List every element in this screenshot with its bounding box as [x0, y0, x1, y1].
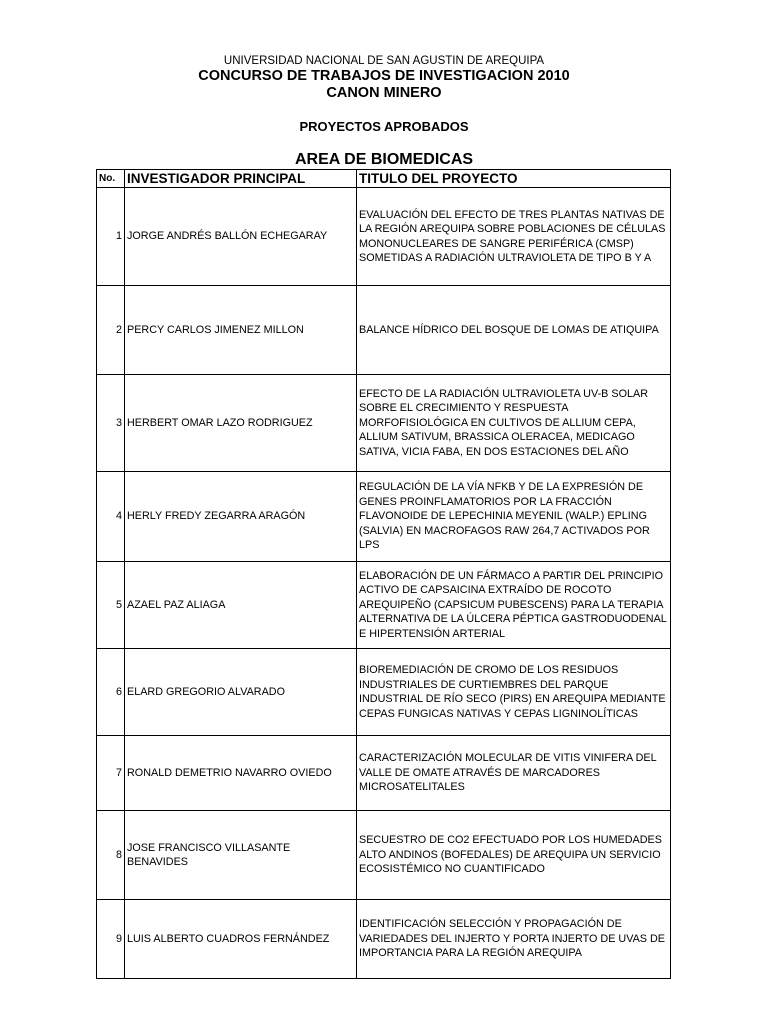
row-title: REGULACIÓN DE LA VÍA NFKB Y DE LA EXPRESIÓN DE GENES PROINFLAMATORIOS POR LA FRACCIÓN FLAVONOIDE DE LEPECHINIA MEYENIL (WALP.) EPLING (SALVIA) EN MACROFAGOS RAW 264,7 ACTIVADOS POR LPS: [357, 472, 671, 562]
row-title: CARACTERIZACIÓN MOLECULAR DE VITIS VINIFERA DEL VALLE DE OMATE ATRAVÉS DE MARCADORES MICROSATELITALES: [357, 736, 671, 811]
header-investigator: INVESTIGADOR PRINCIPAL: [125, 170, 357, 188]
row-title: ELABORACIÓN DE UN FÁRMACO A PARTIR DEL PRINCIPIO ACTIVO DE CAPSAICINA EXTRAÍDO DE ROCOTO AREQUIPEÑO (CAPSICUM PUBESCENS) PARA LA TERAPIA ALTERNATIVA DE LA ÚLCERA PÉPTICA GASTRODUODENAL E HIPERTENSIÓN ARTERIAL: [357, 562, 671, 649]
table-row: [97, 736, 671, 811]
row-investigator: ELARD GREGORIO ALVARADO: [125, 649, 357, 736]
row-number: 5: [97, 562, 125, 649]
table-row: [97, 188, 671, 286]
area-title: AREA DE BIOMEDICAS: [294, 151, 474, 168]
table-row: [97, 811, 671, 900]
row-number: 4: [97, 472, 125, 562]
row-number: 6: [97, 649, 125, 736]
row-number: 8: [97, 811, 125, 900]
table-row: [97, 649, 671, 736]
row-title: BALANCE HÍDRICO DEL BOSQUE DE LOMAS DE ATIQUIPA: [357, 286, 671, 375]
row-number: 3: [97, 375, 125, 472]
row-number: 2: [97, 286, 125, 375]
row-title: IDENTIFICACIÓN SELECCIÓN Y PROPAGACIÓN DE VARIEDADES DEL INJERTO Y PORTA INJERTO DE UVAS DE IMPORTANCIA PARA LA REGIÓN AREQUIPA: [357, 900, 671, 979]
contest-title: CONCURSO DE TRABAJOS DE INVESTIGACION 2010: [198, 68, 570, 84]
row-investigator: PERCY CARLOS JIMENEZ MILLON: [125, 286, 357, 375]
university-name: UNIVERSIDAD NACIONAL DE SAN AGUSTIN DE AREQUIPA: [223, 55, 545, 67]
projects-table: [96, 169, 671, 979]
row-investigator: LUIS ALBERTO CUADROS FERNÁNDEZ: [125, 900, 357, 979]
section-title: PROYECTOS APROBADOS: [299, 119, 469, 134]
table-row: [97, 562, 671, 649]
row-number: 9: [97, 900, 125, 979]
row-investigator: RONALD DEMETRIO NAVARRO OVIEDO: [125, 736, 357, 811]
row-investigator: AZAEL PAZ ALIAGA: [125, 562, 357, 649]
table-row: [97, 375, 671, 472]
table-row: [97, 472, 671, 562]
header-title: TITULO DEL PROYECTO: [357, 170, 671, 188]
row-title: BIOREMEDIACIÓN DE CROMO DE LOS RESIDUOS INDUSTRIALES DE CURTIEMBRES DEL PARQUE INDUSTRIAL DE RÍO SECO (PIRS) EN AREQUIPA MEDIANTE CEPAS FUNGICAS NATIVAS Y CEPAS LIGNINOLÍTICAS: [357, 649, 671, 736]
row-investigator: HERBERT OMAR LAZO RODRIGUEZ: [125, 375, 357, 472]
row-investigator: JORGE ANDRÉS BALLÓN ECHEGARAY: [125, 188, 357, 286]
row-number: 1: [97, 188, 125, 286]
row-investigator: JOSE FRANCISCO VILLASANTE BENAVIDES: [125, 811, 357, 900]
header-no: No.: [97, 170, 125, 188]
table-row: [97, 900, 671, 979]
row-title: EFECTO DE LA RADIACIÓN ULTRAVIOLETA UV-B SOLAR SOBRE EL CRECIMIENTO Y RESPUESTA MORFOFISIOLÓGICA EN CULTIVOS DE ALLIUM CEPA, ALLIUM SATIVUM, BRASSICA OLERACEA, MEDICAGO SATIVA, VICIA FABA, EN DOS ESTACIONES DEL AÑO: [357, 375, 671, 472]
row-title: EVALUACIÓN DEL EFECTO DE TRES PLANTAS NATIVAS DE LA REGIÓN AREQUIPA SOBRE POBLACIONES DE CÉLULAS MONONUCLEARES DE SANGRE PERIFÉRICA (CMSP) SOMETIDAS A RADIACIÓN ULTRAVIOLETA DE TIPO B Y A: [357, 188, 671, 286]
table-header-row: [97, 170, 671, 188]
table-row: [97, 286, 671, 375]
row-investigator: HERLY FREDY ZEGARRA ARAGÓN: [125, 472, 357, 562]
row-title: SECUESTRO DE CO2 EFECTUADO POR LOS HUMEDADES ALTO ANDINOS (BOFEDALES) DE AREQUIPA UN SERVICIO ECOSISTÉMICO NO CUANTIFICADO: [357, 811, 671, 900]
program-title: CANON MINERO: [326, 85, 442, 101]
row-number: 7: [97, 736, 125, 811]
